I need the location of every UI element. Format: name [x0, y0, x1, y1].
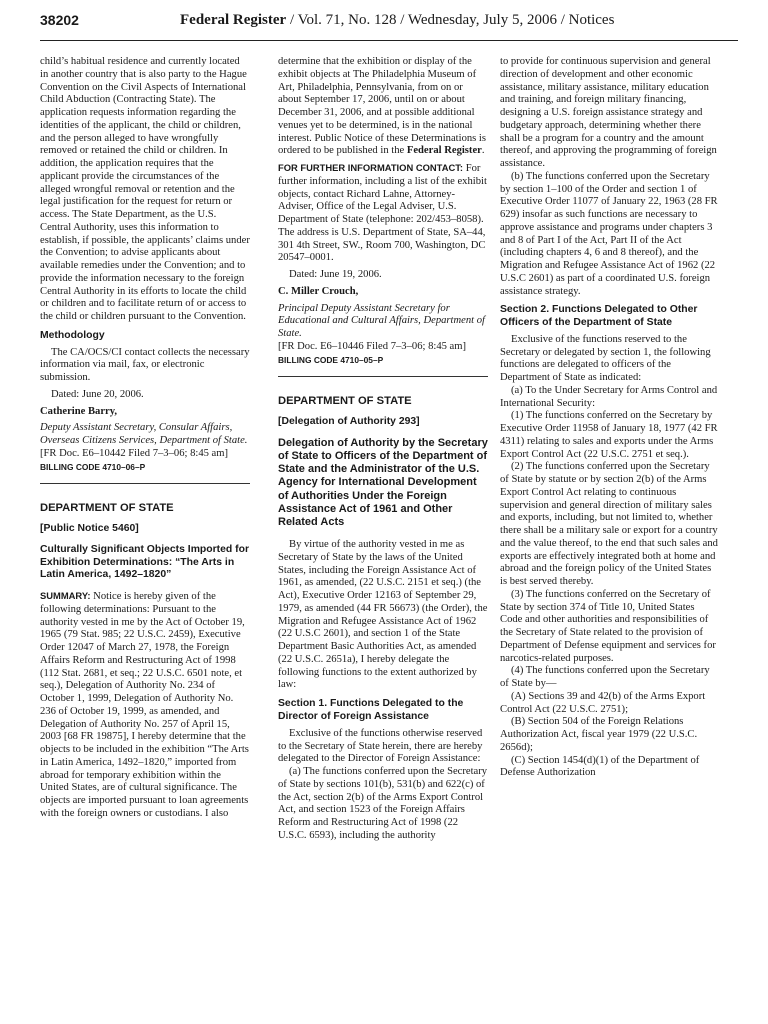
paragraph: (1) The functions conferred on the Secretary by Executive Order 11958 of January 18, 1977 (42 FR 4311) relating to sales and exports under the Arms Export Control Act (22 U.S.C. 2751 et seq.). — [500, 410, 718, 460]
section-heading: Section 1. Functions Delegated to the Director of Foreign Assistance — [278, 698, 464, 723]
paragraph: (A) Sections 39 and 42(b) of the Arms Export Control Act (22 U.S.C. 2751); — [500, 690, 706, 715]
section-heading: Section 2. Functions Delegated to Other Officers of the Department of State — [500, 304, 698, 329]
delegation-number: [Delegation of Authority 293] — [278, 416, 420, 427]
notice-number: [Public Notice 5460] — [40, 523, 139, 535]
column-1 — [40, 56, 250, 1016]
paragraph: (a) To the Under Secretary for Arms Control and International Security: — [500, 384, 718, 409]
divider — [278, 376, 488, 377]
paragraph: The CA/OCS/CI contact collects the necessary information via mail, fax, or electronic submission. — [40, 346, 250, 384]
section-heading: Methodology — [40, 329, 105, 341]
masthead — [180, 12, 614, 29]
paragraph: (2) The functions conferred upon the Secretary of State by statute or by section 2(b) of the Arms Export Control Act relating to continuous supervision and general direction of military sales and exports, including, but not limited to, whether there shall be a military sale or export for a country and the value thereof, to the end that such sales and exports are effectively integrated both at home and abroad and the foreign policy of the United States is best served thereby. — [500, 461, 718, 588]
paragraph: Exclusive of the functions otherwise reserved to the Secretary of State herein, there are hereby delegated to the Director of Foreign Assistance: — [278, 727, 483, 765]
paragraph: (B) Section 504 of the Foreign Relations Authorization Act, fiscal year 1979 (22 U.S.C. 2656d); — [500, 716, 698, 753]
billing-code: BILLING CODE 4710–06–P — [40, 461, 146, 472]
delegation-title: Delegation of Authority by the Secretary of State to Officers of the Department of State and the Administrator of the U.S. Agency for International Development of Authorities Under the Foreign Assistance Act of 1961 and Other Related Acts — [278, 436, 488, 529]
paragraph: (4) The functions conferred upon the Secretary of State by— — [500, 665, 710, 690]
signer-title: Principal Deputy Assistant Secretary for Educational and Cultural Affairs, Department of State. — [278, 302, 485, 339]
contact-text: For further information, including a list of the exhibit objects, contact Richard Lahne, Attorney-Adviser, Office of the Legal Adviser, U.S. Department of State (telephone: 202/453–8058). The address is U.S. Department of State, SA–44, 301 4th Street, SW., Room 700, Washington, DC 20547–0001. — [278, 163, 487, 264]
paragraph: (b) The functions conferred upon the Secretary by section 1–100 of the Order and section 1 of Executive Order 11077 of January 22, 1963 (28 FR 629) insofar as such functions are necessary to approve assistance and programs under chapters 3 and 8 of Part I of the Act, Part II of the Act (including chapters 4, 6 and 8 thereof), and the Migration and Refugee Assistance Act of 1962 (22 U.S.C 2601) as part of a coordinated U.S. foreign assistance strategy. — [500, 170, 718, 297]
summary-label: SUMMARY: — [40, 590, 91, 602]
paragraph: (a) The functions conferred upon the Secretary of State by sections 101(b), 531(b) and 622(c) of the Act, section 2(b) of the Arms Export Control Act, and section 1523 of the Foreign Affairs Reform and Restructuring Act of 1998 (22 U.S.C. 6593), including the authority — [278, 766, 488, 841]
department-heading: DEPARTMENT OF STATE — [278, 395, 412, 408]
page-header — [40, 12, 740, 34]
paragraph: (C) Section 1454(d)(1) of the Department of Defense Authorization — [500, 754, 700, 779]
department-heading: DEPARTMENT OF STATE — [40, 502, 174, 515]
paragraph: to provide for continuous supervision and general direction of development and other economic assistance, military assistance, military education and training, and foreign military financing, designing a U.S. foreign assistance strategy and budgetary approach, determining whether there shall be a program for a country and the amount thereof, and approving the programming of foreign assistance. — [500, 56, 717, 169]
signer-title: Deputy Assistant Secretary, Consular Affairs, Overseas Citizens Services, Department of State. — [40, 422, 248, 447]
period: . — [481, 145, 485, 157]
paragraph: child’s habitual residence and currently located in another country that is also party to the Hague Convention on the Civil Aspects of International Child Abduction (Contracting State). The application requests information regarding the identities of the applicant, the child or children, and the person alleged to have wrongfully removed or retained the child or children. In addition, the application requires that the applicant provide the circumstances of the alleged wrongful removal or retention and the legal justification for the request for return or access. The State Department, as the U.S. Central Authority, uses this information to establish, if possible, the applicants’ claims under the Convention; to advise applicants about available remedies under the Convention; and to provide the information necessary to the foreign Central Authority in its efforts to locate the child or children and to facilitate return of or access to the child or children pursuant to the Convention. — [40, 56, 250, 322]
signer-name: Catherine Barry, — [40, 405, 118, 417]
fr-doc: [FR Doc. E6–10442 Filed 7–3–06; 8:45 am] — [40, 447, 229, 459]
notice-title: Culturally Significant Objects Imported for Exhibition Determinations: “The Arts in Latin America, 1492–1820” — [40, 543, 249, 581]
fr-doc: [FR Doc. E6–10446 Filed 7–3–06; 8:45 am] — [278, 340, 467, 352]
summary-text: Notice is hereby given of the following determinations: Pursuant to the authority vested in me by the Act of October 19, 1965 (79 Stat. 985; 22 U.S.C. 2459), Executive Order 12047 of March 27, 1978, the Foreign Affairs Reform and Restructuring Act of 1998 (112 Stat. 2681, et seq.; 22 U.S.C. 6501 note, et seq.), Delegation of Authority No. 234 of October 1, 1999, Delegation of Authority No. 236 of October 19, 1999, as amended, and Delegation of Authority No. 257 of April 15, 2003 [68 FR 19875], I hereby determine that the objects to be included in the exhibition “The Arts in Latin America, 1492–1820,” imported from abroad for temporary exhibition within the United States, are of cultural significance. The objects are imported pursuant to loan agreements with the foreign owners or custodians. I also — [40, 591, 249, 819]
publication-name: Federal Register — [180, 12, 287, 28]
issue-info: / Vol. 71, No. 128 / Wednesday, July 5, 2006 / Notices — [286, 12, 615, 28]
paragraph: determine that the exhibition or display of the exhibit objects at The Philadelphia Museum of Art, Philadelphia, Pennsylvania, from on or about September 17, 2006, until on or about December 31, 2006, and at possible additional venues yet to be determined, is in the national interest. Public Notice of these Determinations is ordered to be published in the — [278, 56, 487, 157]
paragraph: Exclusive of the functions reserved to the Secretary or delegated by section 1, the following functions are delegated to officers of the Department of State as indicated: — [500, 333, 711, 384]
dated-line: Dated: June 19, 2006. — [289, 269, 382, 280]
paragraph: (3) The functions conferred on the Secretary of State by section 374 of Title 10, United States Code and other authorities and responsibilities of the Secretary of State related to the provision of Department of Defense equipment and services for narcotics-related purposes. — [500, 588, 716, 664]
page-number: 38202 — [40, 12, 79, 28]
column-2 — [278, 56, 488, 1016]
paragraph: By virtue of the authority vested in me as Secretary of State by the laws of the United States, including the Foreign Assistance Act of 1961, as amended, (22 U.S.C. 2151 et seq.) (the Act), Executive Order 12163 of September 29, 1979, as amended (44 FR 56673) (the Order), the Migration and Refugee Assistance Act of 1962 (22 U.S.C 2601), and section 1 of the State Department Basic Authorities Act, as amended (22 U.S.C. 2651a), I hereby delegate the following functions to the extent authorized by law: — [278, 539, 488, 691]
federal-register-ref: Federal Register — [406, 145, 482, 157]
signer-name: C. Miller Crouch, — [278, 285, 359, 297]
billing-code: BILLING CODE 4710–05–P — [278, 354, 384, 365]
contact-label: FOR FURTHER INFORMATION CONTACT: — [278, 162, 464, 173]
divider — [40, 483, 250, 484]
dated-line: Dated: June 20, 2006. — [51, 388, 144, 400]
column-3 — [500, 56, 718, 1016]
header-rule — [40, 40, 738, 41]
